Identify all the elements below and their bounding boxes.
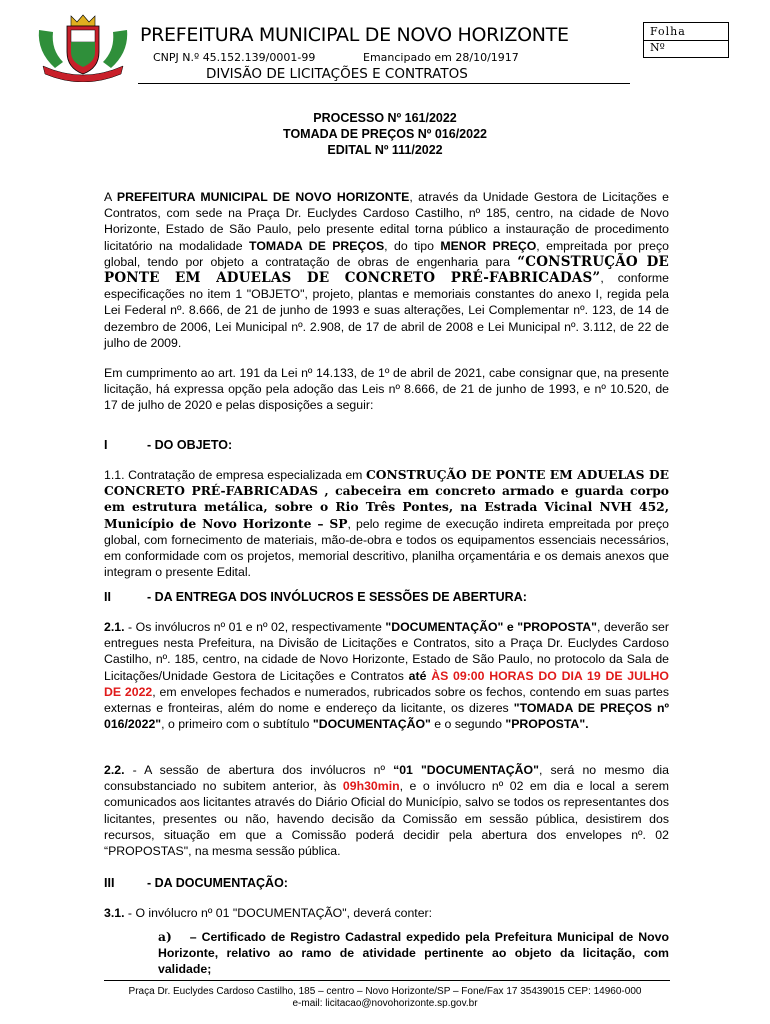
intro-text-4: , empreitada por preço global, tendo por objeto a contratação de obras de engenharia para <box>104 238 669 269</box>
item-2-1-label: "TOMADA DE PREÇOS nº 016/2022" <box>104 701 669 732</box>
section-2-number: II <box>104 590 111 604</box>
item-2-1-proposta: "PROPOSTA". <box>505 717 589 732</box>
item-2-1 <box>104 619 669 732</box>
footer-email: e-mail: licitacao@novohorizonte.sp.gov.br <box>292 998 478 1009</box>
header-emancipation-date: Emancipado em 28/10/1917 <box>363 51 519 64</box>
item-a-text: – Certificado de Registro Cadastral expedido pela Prefeitura Municipal de Novo Horizonte, relativo ao ramo de atividade pertinente ao objeto da licitação, com validade; <box>158 930 669 977</box>
item-1-1-text-1: 1.1. Contratação de empresa especializada em <box>104 468 366 482</box>
item-2-1-number: 2.1. <box>104 620 125 634</box>
item-2-2-text-2: , será no mesmo dia consubstanciado no subitem anterior, às <box>104 763 669 794</box>
folha-number-label: Nº <box>650 41 665 54</box>
section-1-number: I <box>104 438 108 452</box>
intro-entity: PREFEITURA MUNICIPAL DE NOVO HORIZONTE <box>116 190 410 204</box>
section-1-title: - DO OBJETO: <box>147 438 233 452</box>
item-2-2 <box>104 762 669 859</box>
intro-text-1: A <box>104 190 117 204</box>
item-2-2-time: 09h30min <box>342 779 400 794</box>
process-number: PROCESSO Nº 161/2022 <box>313 111 457 125</box>
footer-address: Praça Dr. Euclydes Cardoso Castilho, 185 – centro – Novo Horizonte/SP – Fone/Fax 17 35439015 CEP: 14960-000 <box>128 986 642 997</box>
header-rule <box>138 83 630 84</box>
item-a <box>158 929 669 978</box>
intro-text-2: , através da Unidade Gestora de Licitações e Contratos, com sede na Praça Dr. Euclydes Cardoso Castilho, nº 185, centro, na cidade de Novo Horizonte, Estado de São Paulo, pelo presente edital torna público a instauração de procedimento licitatório na modalidade <box>104 190 669 253</box>
section-1-heading <box>104 438 232 452</box>
header-cnpj: CNPJ N.º 45.152.139/0001-99 <box>153 51 316 64</box>
item-1-1-object: CONSTRUÇÃO DE PONTE EM ADUELAS DE CONCRETO PRÉ-FABRICADAS <box>104 467 670 499</box>
item-3-1 <box>104 905 669 921</box>
edital-number: EDITAL Nº 111/2022 <box>327 143 443 157</box>
folha-stamp-box <box>643 22 729 58</box>
section-3-heading <box>104 876 288 890</box>
section-2-heading <box>104 590 527 604</box>
header-title: PREFEITURA MUNICIPAL DE NOVO HORIZONTE <box>140 24 569 46</box>
item-2-1-text-5: e o segundo <box>430 717 506 732</box>
item-2-1-text-2: , deverão ser entregues nesta Prefeitura, na Divisão de Licitações e Contratos, sito a Praça Dr. Euclydes Cardoso Castilho, nº. 185, centro, na cidade de Novo Horizonte, Estado de São Paulo, no protocolo da Sala de Licitações/Unidade Gestora de Licitações e Contratos <box>104 620 669 683</box>
intro-text-5: , conforme especificações no item 1 "OBJETO", projeto, plantas e memoriais constantes do anexo I, regida pela Lei Federal nº. 8.666, de 21 de junho de 1993 e suas alterações, Lei Complementar nº. 123, de 14 de dezembro de 2006, Lei Municipal nº. 2.908, de 17 de abril de 2008 e Lei Municipal nº. 3.112, de 22 de julho de 2009. <box>104 271 669 350</box>
item-2-1-doc: "DOCUMENTAÇÃO" <box>312 717 431 732</box>
item-2-1-text-4: , o primeiro com o subtítulo <box>161 717 313 732</box>
folha-label: Folha <box>650 25 686 38</box>
intro-type: MENOR PREÇO <box>440 238 537 253</box>
item-2-2-envelope: “01 "DOCUMENTAÇÃO" <box>393 763 539 777</box>
item-2-1-ate: até <box>408 668 432 683</box>
tomada-precos-number: TOMADA DE PREÇOS Nº 016/2022 <box>283 127 487 141</box>
intro-object: “CONSTRUÇÃO DE PONTE EM ADUELAS DE CONCRETO PRÉ-FABRICADAS” <box>104 253 669 287</box>
item-2-1-text-3: , em envelopes fechados e numerados, rubricados sobre os fechos, contendo em suas partes externas e fronteiras, além do nome e endereço da licitante, os dizeres <box>104 684 669 716</box>
intro-paragraph <box>104 189 669 351</box>
item-2-2-text-1: - A sessão de abertura dos invólucros nº <box>124 763 394 777</box>
footer-rule <box>104 980 670 981</box>
section-3-number: III <box>104 876 115 890</box>
item-2-1-text-1: - Os invólucros nº 01 e nº 02, respectivamente <box>124 620 386 634</box>
item-a-label: a) <box>158 929 172 944</box>
item-1-1-text-2: , pelo regime de execução indireta empreitada por preço global, com fornecimento de materiais, mão-de-obra e todos os equipamentos essenciais necessários, em conformidade com os projetos, memorial descritivo, planilha orçamentária e os demais anexos que integram o presente Edital. <box>104 516 669 580</box>
section-3-title: - DA DOCUMENTAÇÃO: <box>147 876 288 890</box>
item-2-1-deadline: ÀS 09:00 HORAS DO DIA 19 DE JULHO DE 2022 <box>104 668 669 699</box>
process-header-block <box>0 110 770 158</box>
item-2-2-number: 2.2. <box>104 763 125 777</box>
compliance-paragraph: Em cumprimento ao art. 191 da Lei nº 14.133, de 1º de abril de 2021, cabe consignar que, na presente licitação, há expressa opção pela adoção das Leis nº 8.666, de 21 de junho de 1993, e nº 10.520, de 17 de julho de 2020 e pelas disposições a seguir: <box>104 366 669 413</box>
header-division: DIVISÃO DE LICITAÇÕES E CONTRATOS <box>206 66 468 82</box>
item-3-1-number: 3.1. <box>104 906 125 920</box>
item-2-1-envelopes: "DOCUMENTAÇÃO" e "PROPOSTA" <box>385 620 598 634</box>
item-3-1-text: - O invólucro nº 01 "DOCUMENTAÇÃO", deverá conter: <box>124 906 433 920</box>
item-2-2-text-3: , e o invólucro nº 02 em dia e local a serem comunicados aos licitantes através do Diário Oficial do Município, salvo se todos os representantes dos licitantes, presentes ou não, havendo decisão da Comissão em sessão pública, desistirem dos recursos, situação em que a Comissão poderá decidir pela abertura dos envelopes nº. 02 “PROPOSTAS", na mesma sessão pública. <box>104 779 669 859</box>
item-1-1-details: , cabeceira em concreto armado e guarda corpo em estrutura metálica, sobre o Rio Três Pontes, na Estrada Vicinal NVH 452, Município de Novo Horizonte – SP <box>104 483 669 531</box>
intro-modality: TOMADA DE PREÇOS <box>249 238 385 253</box>
municipal-crest-logo <box>33 12 133 82</box>
section-2-title: - DA ENTREGA DOS INVÓLUCROS E SESSÕES DE ABERTURA: <box>147 590 527 604</box>
footer <box>0 986 770 1010</box>
item-1-1 <box>104 467 669 580</box>
intro-text-3: , do tipo <box>384 238 441 253</box>
